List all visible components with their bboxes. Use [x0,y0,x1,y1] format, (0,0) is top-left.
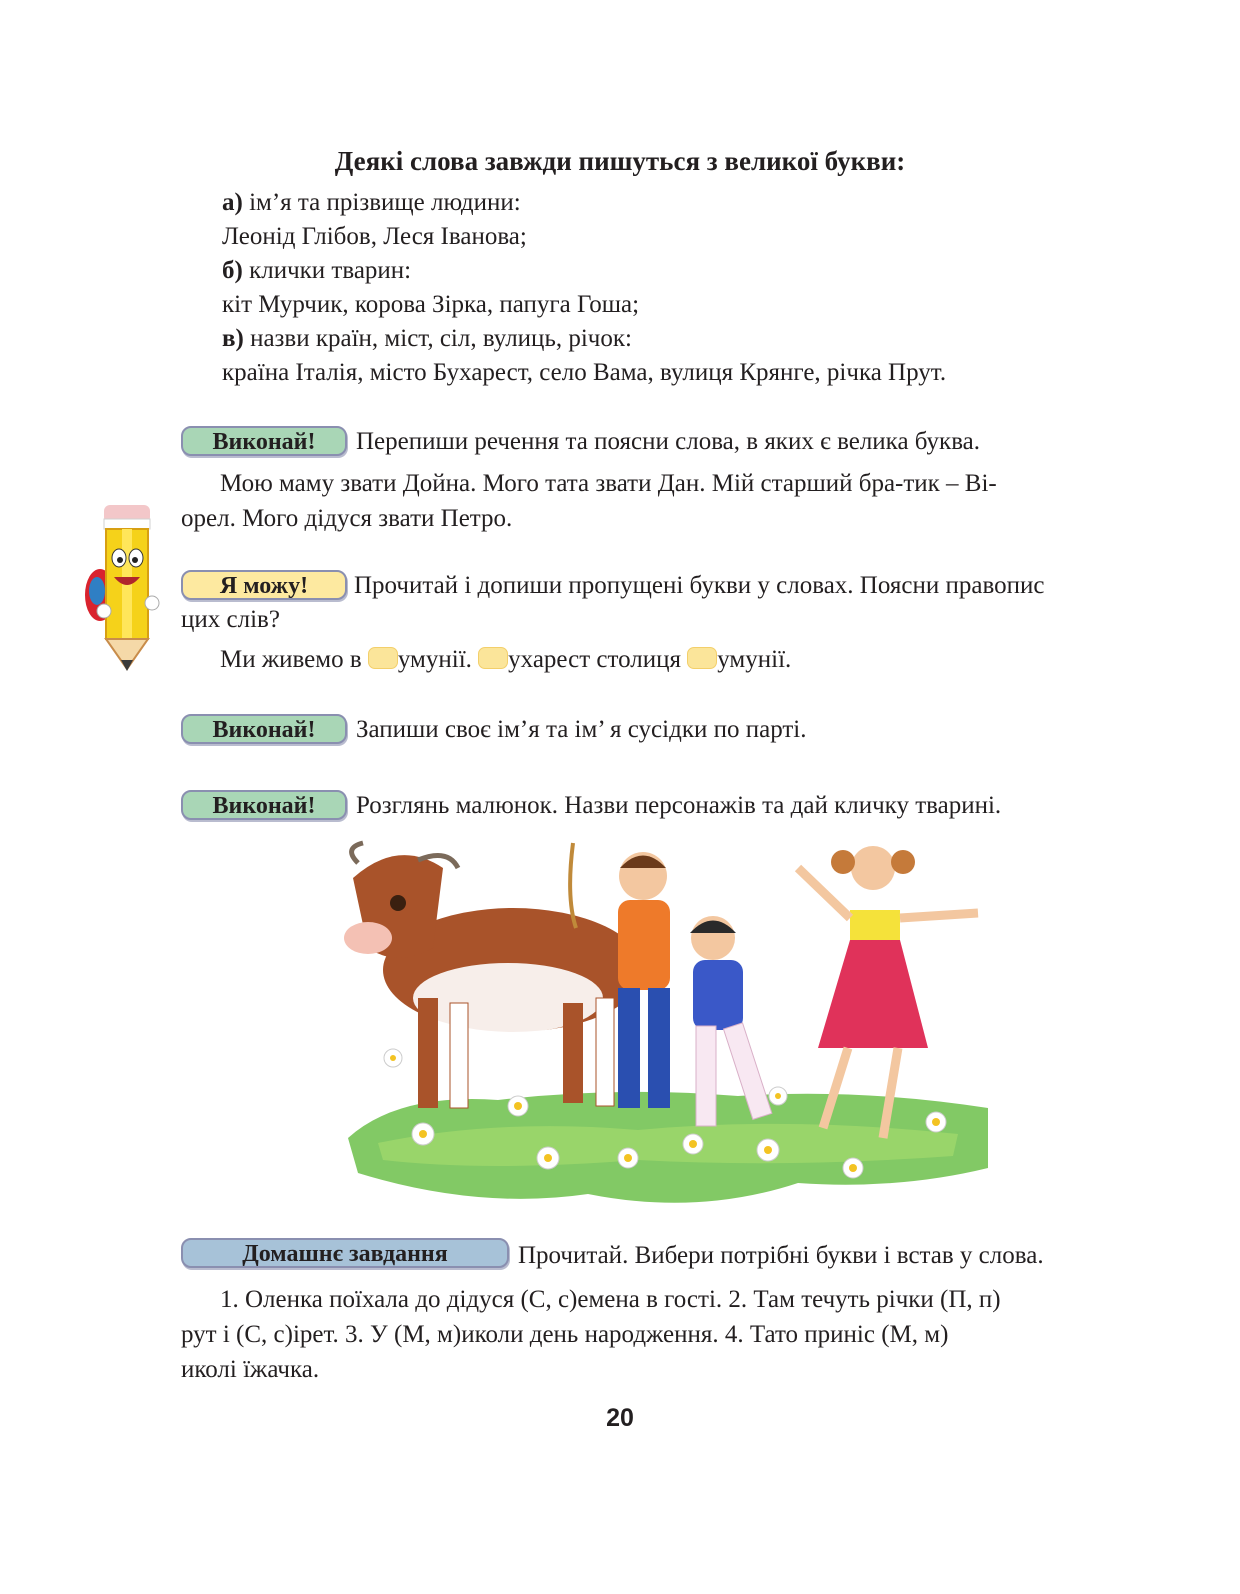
pencil-mascot-icon [82,503,162,675]
homework-badge: Домашнє завдання [181,1238,509,1268]
task3-instruction: Запиши своє ім’я та ім’ я сусідки по парті. [356,716,807,743]
task-badge-ya-mozhu: Я можу! [181,570,347,600]
task1-text-line1: Мою маму звати Дойна. Мого тата звати Дан. Мій старший бра-тик – Ві- [220,470,997,497]
rule-a-example: Леонід Глібов, Леся Іванова; [222,223,527,250]
task-badge-vykonai: Виконай! [181,426,347,456]
rule-c: в) назви країн, міст, сіл, вулиць, річок: [222,325,632,352]
homework-text-line3: иколі їжачка. [181,1356,320,1383]
missing-letter-box[interactable] [478,647,508,669]
homework-text-line1: 1. Оленка поїхала до дідуся (С, с)емена в гості. 2. Там течуть річки (П, п) [220,1286,1001,1313]
task2-sentences: Ми живемо в умунії. ухарест столиця умунії. [220,646,792,673]
task2-instruction-line1: Прочитай і допиши пропущені букви у словах. Поясни правопис [354,572,1045,599]
task1-instruction: Перепиши речення та поясни слова, в яких є велика буква. [356,428,981,455]
task-badge-vykonai: Виконай! [181,790,347,820]
homework-text-line2: рут і (С, с)ірет. 3. У (М, м)иколи день народження. 4. Тато приніс (М, м) [181,1321,949,1348]
illustration-cow-children [338,838,998,1223]
homework-instruction: Прочитай. Вибери потрібні букви і встав у слова. [518,1242,1044,1269]
task2-instruction-line2: цих слів? [181,606,280,633]
page-title: Деякі слова завжди пишуться з великої букви: [334,146,906,176]
rule-b: б) клички тварин: [222,257,412,284]
page-number: 20 [606,1404,634,1432]
task4-instruction: Розглянь малюнок. Назви персонажів та дай кличку тварині. [356,792,1002,819]
rule-a: а) ім’я та прізвище людини: [222,189,521,216]
task1-text-line2: орел. Мого дідуся звати Петро. [181,505,513,532]
missing-letter-box[interactable] [687,647,717,669]
task-badge-vykonai: Виконай! [181,714,347,744]
rule-b-example: кіт Мурчик, корова Зірка, папуга Гоша; [222,291,640,318]
rule-c-example: країна Італія, місто Бухарест, село Вама, вулиця Крянге, річка Прут. [222,359,947,386]
missing-letter-box[interactable] [368,647,398,669]
